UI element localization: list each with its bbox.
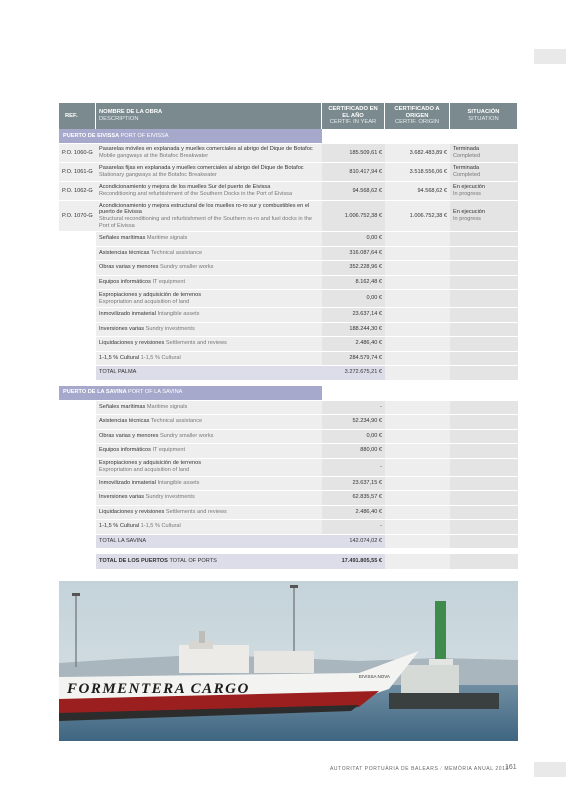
project-certified-year: 1.006.752,38 € (322, 201, 385, 232)
item-description: Expropiaciones y adquisición de terrenos Expropriation and acquisition of land (96, 459, 322, 477)
item-status (450, 477, 518, 492)
item-certified-year: 316.087,64 € (322, 247, 385, 262)
section-title-fill (322, 129, 518, 144)
project-status: En ejecución In progress (450, 182, 518, 201)
item-status (450, 491, 518, 506)
item-certified-origin (385, 337, 450, 352)
project-description: Pasarelas móviles en explanada y muelles comerciales al abrigo del Dique de Botafoc Mobile gangways at the Botafoc Breakwater (96, 144, 322, 163)
item-status (450, 323, 518, 338)
project-status: En ejecución In progress (450, 201, 518, 232)
item-description: Liquidaciones y revisiones Settlements and reviews (96, 337, 322, 352)
item-certified-origin (385, 459, 450, 477)
item-certified-year: 880,00 € (322, 444, 385, 459)
ship-name-text: FORMENTERA CARGO (67, 681, 250, 697)
ship-photo (59, 581, 518, 741)
item-certified-year: 284.579,74 € (322, 352, 385, 367)
grand-ref-empty (59, 554, 96, 570)
project-ref: P.O. 1061-G (59, 163, 96, 182)
section-header-row (59, 386, 518, 401)
grand-status-empty (450, 554, 518, 570)
item-description: Obras varias y menores Sundry smaller works (96, 430, 322, 445)
section-total-value: 3.272.675,21 € (322, 366, 385, 381)
section-total-label: TOTAL LA SAVINA (96, 535, 322, 550)
item-description: Señales marítimas Maritime signals (96, 232, 322, 247)
item-status (450, 520, 518, 535)
investment-table (59, 103, 518, 570)
item-row (59, 415, 518, 430)
item-certified-year: 2.486,40 € (322, 337, 385, 352)
item-row (59, 337, 518, 352)
item-ref-empty (59, 430, 96, 445)
item-status (450, 276, 518, 291)
item-row (59, 520, 518, 535)
item-row (59, 308, 518, 323)
item-certified-year: 62.835,57 € (322, 491, 385, 506)
item-description: 1-1,5 % Cultural 1-1,5 % Cultural (96, 352, 322, 367)
item-row (59, 232, 518, 247)
item-row (59, 491, 518, 506)
item-status (450, 308, 518, 323)
item-certified-origin (385, 401, 450, 416)
project-row (59, 201, 518, 232)
item-description: Equipos informáticos IT equipment (96, 276, 322, 291)
item-description: 1-1,5 % Cultural 1-1,5 % Cultural (96, 520, 322, 535)
section-header-row (59, 129, 518, 144)
item-ref-empty (59, 401, 96, 416)
footer-report: MEMÒRIA ANUAL 2013 (444, 766, 509, 772)
project-certified-origin: 94.568,62 € (385, 182, 450, 201)
project-description: Acondicionamiento y mejora de los muelles Sur del puerto de Eivissa Reconditioning and refurbishment of the Southern Docks in the Port of Eivissa (96, 182, 322, 201)
item-certified-origin (385, 415, 450, 430)
item-certified-origin (385, 520, 450, 535)
item-description: Inmovilizado inmaterial Intangible assets (96, 477, 322, 492)
item-certified-year: - (322, 459, 385, 477)
project-certified-year: 185.509,61 € (322, 144, 385, 163)
item-description: Inversiones varias Sundry investments (96, 323, 322, 338)
project-row (59, 144, 518, 163)
item-row (59, 261, 518, 276)
item-certified-year: - (322, 520, 385, 535)
item-certified-origin (385, 308, 450, 323)
footer-org: AUTORITAT PORTUÀRIA DE BALEARS (330, 766, 439, 772)
total-ref-empty (59, 366, 96, 381)
item-certified-origin (385, 323, 450, 338)
item-ref-empty (59, 506, 96, 521)
item-status (450, 444, 518, 459)
item-certified-origin (385, 232, 450, 247)
project-description: Pasarelas fijas en explanada y muelles comerciales al abrigo del Dique de Botafoc Stationary gangways at the Botafoc Breakwater (96, 163, 322, 182)
ship-bow-name: EIVISSA NOVA (359, 674, 390, 679)
item-ref-empty (59, 415, 96, 430)
total-status-empty (450, 366, 518, 381)
item-status (450, 247, 518, 262)
item-description: Expropiaciones y adquisición de terrenos Expropriation and acquisition of land (96, 290, 322, 308)
item-ref-empty (59, 477, 96, 492)
project-certified-origin: 3.518.556,06 € (385, 163, 450, 182)
project-certified-year: 94.568,62 € (322, 182, 385, 201)
item-row (59, 352, 518, 367)
item-description: Asistencias técnicas Technical assistance (96, 415, 322, 430)
ship-photo-image (59, 581, 518, 741)
item-row (59, 290, 518, 308)
item-status (450, 415, 518, 430)
item-certified-origin (385, 247, 450, 262)
item-certified-year: - (322, 401, 385, 416)
page-tab-bottom (534, 762, 566, 777)
total-ref-empty (59, 535, 96, 550)
item-certified-year: 23.637,14 € (322, 308, 385, 323)
total-origin-empty (385, 366, 450, 381)
item-row (59, 276, 518, 291)
item-status (450, 232, 518, 247)
item-ref-empty (59, 337, 96, 352)
item-row (59, 430, 518, 445)
item-description: Liquidaciones y revisiones Settlements and reviews (96, 506, 322, 521)
project-row (59, 182, 518, 201)
header-status: SITUACIÓN SITUATION (450, 103, 518, 129)
item-certified-origin (385, 477, 450, 492)
project-ref: P.O. 1062-G (59, 182, 96, 201)
project-ref: P.O. 1060-G (59, 144, 96, 163)
item-ref-empty (59, 491, 96, 506)
item-ref-empty (59, 276, 96, 291)
item-certified-year: 8.162,48 € (322, 276, 385, 291)
section-title: PUERTO DE EIVISSA PORT OF EIVISSA (59, 129, 322, 144)
header-year: CERTIFICADO EN EL AÑO CERTIF. IN YEAR (322, 103, 385, 129)
item-status (450, 352, 518, 367)
section-total-row (59, 366, 518, 381)
item-description: Inversiones varias Sundry investments (96, 491, 322, 506)
item-certified-year: 352.228,96 € (322, 261, 385, 276)
item-certified-year: 52.234,90 € (322, 415, 385, 430)
project-row (59, 163, 518, 182)
item-status (450, 401, 518, 416)
item-status (450, 337, 518, 352)
project-certified-year: 810.417,94 € (322, 163, 385, 182)
item-description: Equipos informáticos IT equipment (96, 444, 322, 459)
project-description: Acondicionamiento y mejora estructural de los muelles ro-ro sur y combustibles en el puerto de Eivissa Structural reconditioning and refurbishment of the Southern ro-ro and fuel docks in the Port of Eivissa (96, 201, 322, 232)
page-footer: AUTORITAT PORTUÀRIA DE BALEARS / MEMÒRIA ANUAL 2013 (330, 766, 509, 772)
item-certified-year: 2.486,40 € (322, 506, 385, 521)
item-certified-origin (385, 444, 450, 459)
item-certified-origin (385, 430, 450, 445)
project-certified-origin: 1.006.752,38 € (385, 201, 450, 232)
section-total-label: TOTAL PALMA (96, 366, 322, 381)
item-ref-empty (59, 308, 96, 323)
item-certified-year: 0,00 € (322, 290, 385, 308)
item-certified-year: 23.637,15 € (322, 477, 385, 492)
item-certified-origin (385, 506, 450, 521)
item-ref-empty (59, 232, 96, 247)
section-title: PUERTO DE LA SAVINA PORT OF LA SAVINA (59, 386, 322, 401)
header-origin: CERTIFICADO A ORIGEN CERTIF. ORIGIN (385, 103, 450, 129)
section-total-row (59, 535, 518, 550)
page-tab-top (534, 49, 566, 64)
item-ref-empty (59, 520, 96, 535)
item-ref-empty (59, 247, 96, 262)
item-certified-origin (385, 290, 450, 308)
item-certified-origin (385, 491, 450, 506)
item-row (59, 477, 518, 492)
item-status (450, 261, 518, 276)
project-status: Terminada Completed (450, 144, 518, 163)
project-ref: P.O. 1070-G (59, 201, 96, 232)
item-status (450, 290, 518, 308)
item-ref-empty (59, 459, 96, 477)
section-title-fill (322, 386, 518, 401)
item-certified-origin (385, 261, 450, 276)
item-certified-year: 0,00 € (322, 430, 385, 445)
header-work: NOMBRE DE LA OBRA DESCRIPTION (96, 103, 322, 129)
item-certified-year: 0,00 € (322, 232, 385, 247)
item-certified-origin (385, 352, 450, 367)
grand-total-value: 17.491.805,55 € (322, 554, 385, 570)
project-status: Terminada Completed (450, 163, 518, 182)
item-ref-empty (59, 261, 96, 276)
item-status (450, 506, 518, 521)
section-total-value: 142.074,02 € (322, 535, 385, 550)
item-ref-empty (59, 444, 96, 459)
item-row (59, 247, 518, 262)
item-description: Asistencias técnicas Technical assistance (96, 247, 322, 262)
item-row (59, 323, 518, 338)
item-status (450, 459, 518, 477)
page-number: 161 (505, 764, 517, 771)
item-ref-empty (59, 323, 96, 338)
total-origin-empty (385, 535, 450, 550)
grand-total-row (59, 554, 518, 570)
item-description: Señales marítimas Maritime signals (96, 401, 322, 416)
item-row (59, 444, 518, 459)
header-ref: REF. (59, 103, 96, 129)
item-row (59, 459, 518, 477)
total-status-empty (450, 535, 518, 550)
item-ref-empty (59, 290, 96, 308)
item-status (450, 430, 518, 445)
table-header-row (59, 103, 518, 129)
item-row (59, 506, 518, 521)
item-ref-empty (59, 352, 96, 367)
item-row (59, 401, 518, 416)
item-certified-year: 188.244,30 € (322, 323, 385, 338)
grand-total-label: TOTAL DE LOS PUERTOS TOTAL OF PORTS (96, 554, 322, 570)
project-certified-origin: 3.682.483,89 € (385, 144, 450, 163)
grand-origin-empty (385, 554, 450, 570)
item-certified-origin (385, 276, 450, 291)
item-description: Inmovilizado inmaterial Intangible assets (96, 308, 322, 323)
item-description: Obras varias y menores Sundry smaller works (96, 261, 322, 276)
